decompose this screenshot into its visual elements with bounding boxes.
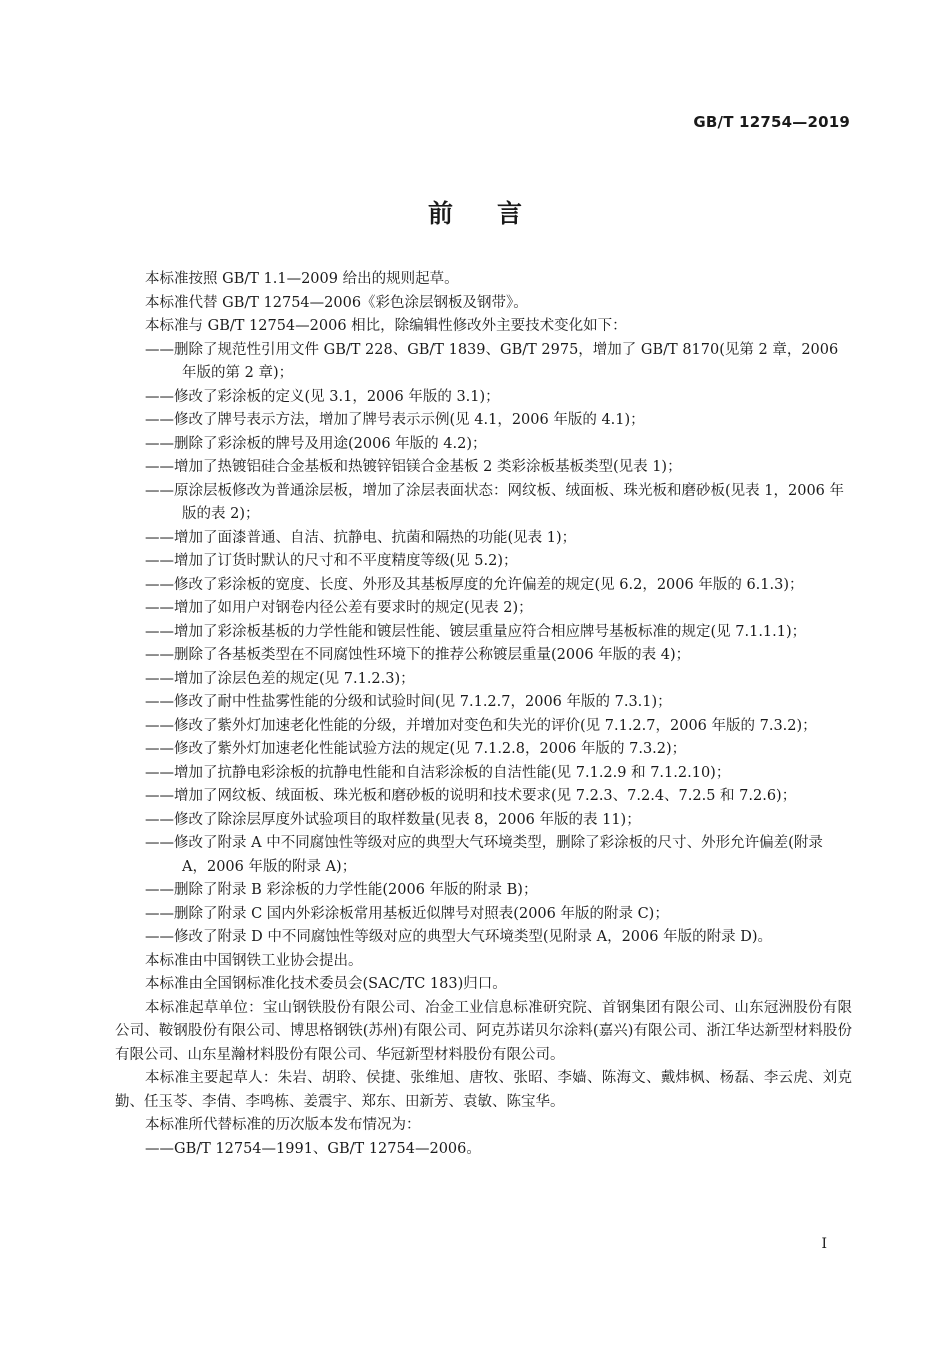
history-item: ——GB/T 12754—1991、GB/T 12754—2006。	[145, 1140, 481, 1157]
change-item: ——原涂层板修改为普通涂层板，增加了涂层表面状态：网纹板、绒面板、珠光板和磨砂板(见表 1，2006 年版的表 2)；	[145, 482, 844, 522]
change-item: ——增加了热镀铝硅合金基板和热镀锌铝镁合金基板 2 类彩涂板基板类型(见表 1)；	[145, 459, 682, 475]
change-item: ——修改了附录 D 中不同腐蚀性等级对应的典型大气环境类型(见附录 A，2006 年版的附录 D)。	[145, 929, 772, 945]
change-item: ——修改了彩涂板的宽度、长度、外形及其基板厚度的允许偏差的规定(见 6.2，2006 年版的 6.1.3)；	[145, 576, 804, 593]
page-number: I	[821, 1236, 827, 1252]
change-item: ——修改了牌号表示方法，增加了牌号表示示例(见 4.1，2006 年版的 4.1)；	[145, 412, 645, 428]
change-item: ——增加了面漆普通、自洁、抗静电、抗菌和隔热的功能(见表 1)；	[145, 529, 577, 546]
change-item: ——修改了紫外灯加速老化性能试验方法的规定(见 7.1.2.8，2006 年版的 7.3.2)；	[145, 741, 687, 757]
page-title: 前言	[427, 199, 566, 228]
drafting-units-paragraph: 本标准起草单位：宝山钢铁股份有限公司、冶金工业信息标准研究院、首钢集团有限公司、山东冠洲股份有限公司、鞍钢股份有限公司、博思格钢铁(苏州)有限公司、阿克苏诺贝尔涂料(嘉兴)有限公司、浙江华达新型材料股份有限公司、山东星瀚材料股份有限公司、华冠新型材料股份有限公司。	[115, 999, 852, 1063]
change-item: ——增加了抗静电彩涂板的抗静电性能和自洁彩涂板的自洁性能(见 7.1.2.9 和 7.1.2.10)；	[145, 764, 731, 781]
replacement-paragraph: 本标准代替 GB/T 12754—2006《彩色涂层钢板及钢带》。	[145, 294, 528, 311]
change-item: ——增加了涂层色差的规定(见 7.1.2.3)；	[145, 670, 415, 687]
change-item: ——删除了规范性引用文件 GB/T 228、GB/T 1839、GB/T 2975，增加了 GB/T 8170(见第 2 章，2006 年版的第 2 章)；	[145, 341, 839, 381]
change-item: ——增加了如用户对钢卷内径公差有要求时的规定(见表 2)；	[145, 600, 533, 616]
change-item: ——修改了紫外灯加速老化性能的分级，并增加对变色和失光的评价(见 7.1.2.7，2006 年版的 7.3.2)；	[145, 717, 817, 734]
change-item: ——删除了彩涂板的牌号及用途(2006 年版的 4.2)；	[145, 435, 487, 452]
committee-paragraph: 本标准由全国钢标准化技术委员会(SAC/TC 183)归口。	[145, 976, 507, 992]
changes-list	[115, 339, 852, 950]
change-item: ——增加了网纹板、绒面板、珠光板和磨砂板的说明和技术要求(见 7.2.3、7.2.4、7.2.5 和 7.2.6)；	[145, 788, 797, 804]
standard-number: GB/T 12754—2019	[693, 113, 850, 131]
drafting-rule-paragraph: 本标准按照 GB/T 1.1—2009 给出的规则起草。	[145, 271, 459, 287]
change-item: ——删除了附录 B 彩涂板的力学性能(2006 年版的附录 B)；	[145, 882, 538, 898]
change-item: ——删除了附录 C 国内外彩涂板常用基板近似牌号对照表(2006 年版的附录 C)；	[145, 905, 669, 922]
change-item: ——修改了耐中性盐雾性能的分级和试验时间(见 7.1.2.7，2006 年版的 7.3.1)；	[145, 694, 672, 710]
changes-intro-paragraph: 本标准与 GB/T 12754—2006 相比，除编辑性修改外主要技术变化如下：	[145, 318, 627, 334]
change-item: ——修改了除涂层厚度外试验项目的取样数量(见表 8，2006 年版的表 11)；	[145, 811, 641, 828]
proposer-paragraph: 本标准由中国钢铁工业协会提出。	[145, 952, 363, 969]
change-item: ——增加了订货时默认的尺寸和不平度精度等级(见 5.2)；	[145, 553, 518, 569]
history-intro-paragraph: 本标准所代替标准的历次版本发布情况为：	[145, 1117, 421, 1133]
drafters-paragraph: 本标准主要起草人：朱岩、胡聆、侯捷、张维旭、唐牧、张昭、李嫱、陈海文、戴炜枫、杨磊、李云虎、刘克勤、任玉苓、李倩、李鸣栋、姜震宇、郑东、田新芳、袁敏、陈宝华。	[115, 1070, 852, 1110]
document-body	[115, 268, 852, 1161]
change-item: ——删除了各基板类型在不同腐蚀性环境下的推荐公称镀层重量(2006 年版的表 4)；	[145, 647, 691, 663]
change-item: ——修改了附录 A 中不同腐蚀性等级对应的典型大气环境类型，删除了彩涂板的尺寸、外形允许偏差(附录 A，2006 年版的附录 A)；	[145, 835, 823, 875]
change-item: ——增加了彩涂板基板的力学性能和镀层性能、镀层重量应符合相应牌号基板标准的规定(见 7.1.1.1)；	[145, 623, 807, 640]
change-item: ——修改了彩涂板的定义(见 3.1，2006 年版的 3.1)；	[145, 388, 500, 405]
